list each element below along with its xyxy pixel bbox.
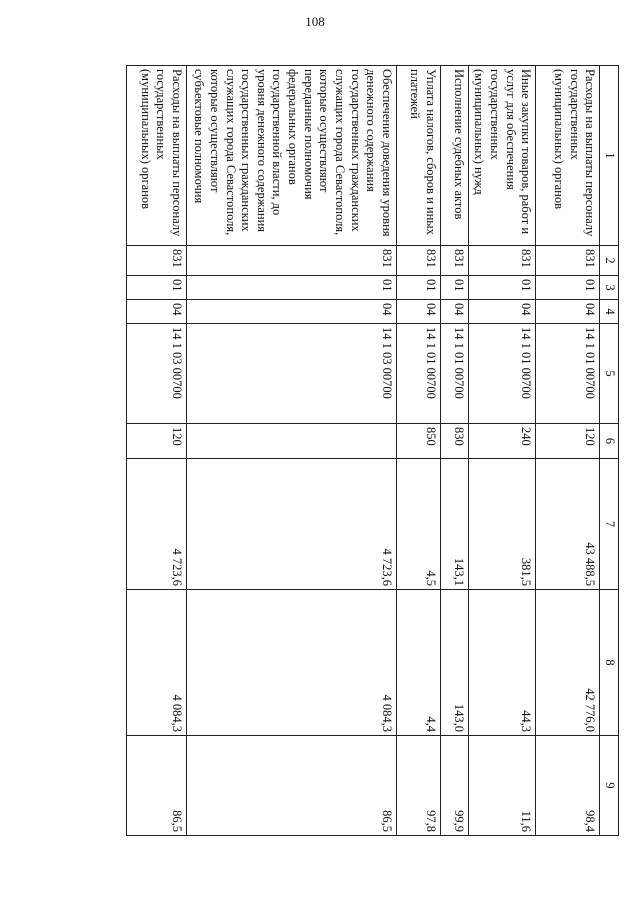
cell-ministry-code: 831	[126, 246, 186, 276]
cell-percent: 11,6	[468, 736, 536, 836]
cell-ministry-code: 831	[440, 246, 468, 276]
table-row	[126, 66, 186, 836]
cell-target-article: 14 1 01 00700	[396, 324, 440, 424]
table-row	[536, 66, 600, 836]
cell-expense-type: 120	[126, 424, 186, 459]
column-header: 8	[600, 590, 619, 736]
cell-target-article: 14 1 01 00700	[440, 324, 468, 424]
cell-planned: 4,5	[396, 459, 440, 590]
table-row	[440, 66, 468, 836]
cell-expense-type	[186, 424, 396, 459]
row-name: Иные закупки товаров, работ и услуг для обеспечения государственных (муниципальных) нужд	[468, 66, 536, 246]
table-header-row	[600, 66, 619, 836]
cell-target-article: 14 1 01 00700	[536, 324, 600, 424]
cell-subsection: 04	[186, 300, 396, 324]
cell-target-article: 14 1 01 00700	[468, 324, 536, 424]
cell-percent: 86,5	[186, 736, 396, 836]
column-header: 6	[600, 424, 619, 459]
cell-expense-type: 830	[440, 424, 468, 459]
cell-planned: 4 723,6	[186, 459, 396, 590]
cell-subsection: 04	[126, 300, 186, 324]
row-name: Расходы на выплаты персоналу государственных (муниципальных) органов	[126, 66, 186, 246]
cell-ministry-code: 831	[396, 246, 440, 276]
row-name: Исполнение судебных актов	[440, 66, 468, 246]
cell-subsection: 04	[536, 300, 600, 324]
column-header: 9	[600, 736, 619, 836]
cell-planned: 381,5	[468, 459, 536, 590]
row-name: Уплата налогов, сборов и иных платежей	[396, 66, 440, 246]
cell-subsection: 04	[440, 300, 468, 324]
cell-expense-type: 240	[468, 424, 536, 459]
cell-percent: 98,4	[536, 736, 600, 836]
cell-planned: 143,1	[440, 459, 468, 590]
rotated-table-container	[109, 65, 619, 835]
cell-percent: 86,5	[126, 736, 186, 836]
cell-expense-type: 120	[536, 424, 600, 459]
cell-section: 01	[440, 276, 468, 300]
cell-executed: 4 084,3	[186, 590, 396, 736]
cell-executed: 4,4	[396, 590, 440, 736]
cell-target-article: 14 1 03 00700	[126, 324, 186, 424]
cell-section: 01	[186, 276, 396, 300]
cell-section: 01	[126, 276, 186, 300]
cell-percent: 99,9	[440, 736, 468, 836]
cell-subsection: 04	[396, 300, 440, 324]
cell-percent: 97,8	[396, 736, 440, 836]
cell-executed: 44,3	[468, 590, 536, 736]
cell-executed: 4 084,3	[126, 590, 186, 736]
column-header: 7	[600, 459, 619, 590]
cell-planned: 43 488,5	[536, 459, 600, 590]
page-number: 108	[305, 14, 325, 29]
column-header: 5	[600, 324, 619, 424]
table-row	[186, 66, 396, 836]
budget-table	[126, 65, 619, 836]
cell-ministry-code: 831	[468, 246, 536, 276]
cell-executed: 143,0	[440, 590, 468, 736]
cell-executed: 42 776,0	[536, 590, 600, 736]
column-header: 2	[600, 246, 619, 276]
cell-ministry-code: 831	[536, 246, 600, 276]
cell-planned: 4 723,6	[126, 459, 186, 590]
table-row	[468, 66, 536, 836]
column-header: 4	[600, 300, 619, 324]
row-name: Обеспечение доведения уровня денежного содержания государственных гражданских служащих города Севастополя, которые осуществляют переданные полномочия федеральных органов государственной власти, до уровня денежного содержания государственных гражданских служащих города Севастополя, которые осуществляют субъектовые полномочия	[186, 66, 396, 246]
table-row	[396, 66, 440, 836]
cell-expense-type: 850	[396, 424, 440, 459]
cell-section: 01	[468, 276, 536, 300]
cell-section: 01	[536, 276, 600, 300]
cell-target-article: 14 1 03 00700	[186, 324, 396, 424]
cell-section: 01	[396, 276, 440, 300]
cell-subsection: 04	[468, 300, 536, 324]
column-header: 3	[600, 276, 619, 300]
column-header: 1	[600, 66, 619, 246]
row-name: Расходы на выплаты персоналу государственных (муниципальных) органов	[536, 66, 600, 246]
cell-ministry-code: 831	[186, 246, 396, 276]
